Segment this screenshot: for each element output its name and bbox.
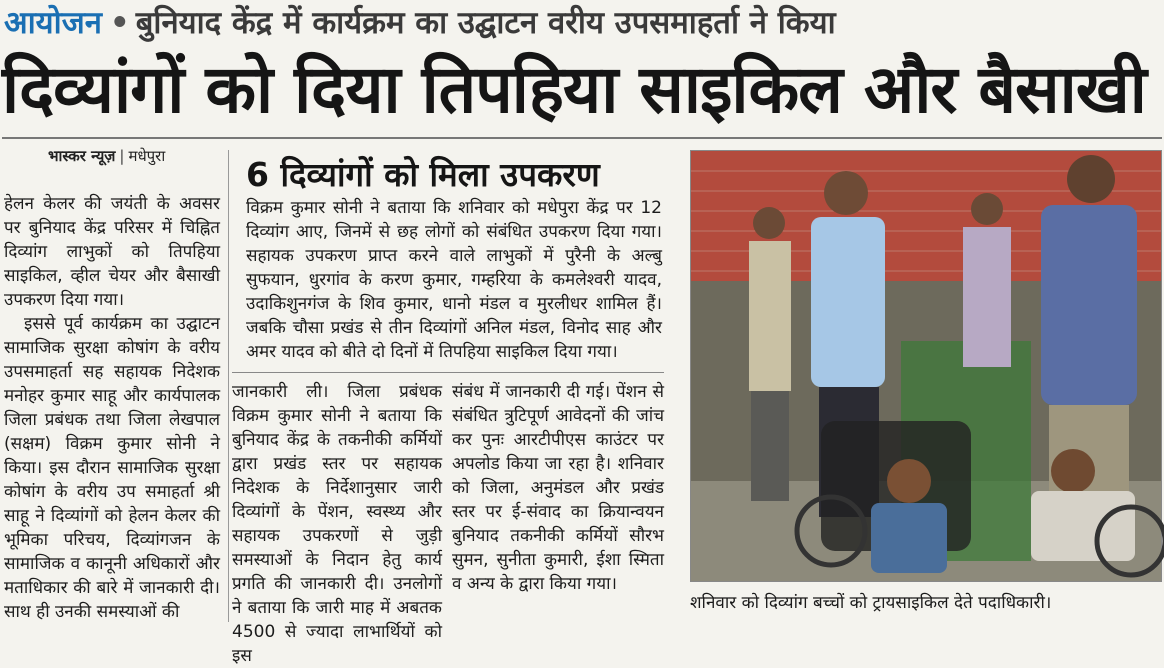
article-column-3: संबंध में जानकारी दी गई। पेंशन से संबंधित त्रुटिपूर्ण आवेदनों की जांच कर पुनः आरटीपीएस काउंटर पर अपलोड किया जा रहा है। शनिवार को जिला, अनुमंडल और प्रखंड स्तर पर ई-संवाद का क्रियान्वयन बुनियाद तकनीकी कर्मियों सौरभ सुमन, सुनीता कुमारी, ईशा स्मिता व अन्य के द्वारा किया गया। [452, 382, 664, 594]
photo-illustration [691, 151, 1161, 581]
kicker-bullet: • [109, 5, 130, 41]
byline-brand: भास्कर न्यूज़ [48, 147, 116, 165]
column-divider [228, 150, 229, 622]
info-box-text: विक्रम कुमार सोनी ने बताया कि शनिवार को मधेपुरा केंद्र पर 12 दिव्यांग आए, जिनमें से छह लोगों को संबंधित उपकरण दिया गया। सहायक उपकरण प्राप्त करने वाले लाभुकों में पुरैनी के अल्बु सुफयान, धुरगांव के करण कुमार, गम्हरिया के कमलेश्वरी यादव, उदाकिशुनगंज के शिव कुमार, धानो मंडल व मुरलीधर शामिल हैं। जबकि चौसा प्रखंड से तीन दिव्यांगों अनिल मंडल, विनोद साह और अमर यादव को बीते दो दिनों में तिपहिया साइकिल दिया गया। [246, 198, 662, 362]
headline-divider [2, 137, 1162, 139]
column-1-paragraph-2: इससे पूर्व कार्यक्रम का उद्घाटन सामाजिक सुरक्षा कोषांग के वरीय उपसमाहर्ता सह सहायक निदेशक मनोहर कुमार साहू और कार्यपालक जिला प्रबंधक तथा जिला लेखपाल (सक्षम) विक्रम कुमार सोनी ने किया। इस दौरान सामाजिक सुरक्षा कोषांग के वरीय उप समाहर्ता श्री साहू ने दिव्यांगों को हेलन केलर की भूमिका परिचय, दिव्यांगजन के सामाजिक व कानूनी अधिकारों और मताधिकार की बारे में जानकारी दी। साथ ही उनकी समस्याओं की [4, 314, 220, 622]
box-divider [232, 372, 664, 373]
column-1-paragraph-1: हेलन केलर की जयंती के अवसर पर बुनियाद केंद्र परिसर में चिह्नित दिव्यांग लाभुकों को तिपहिया साइकिल, व्हील चेयर और बैसाखी उपकरण दिया गया। [4, 194, 220, 310]
photo-caption: शनिवार को दिव्यांग बच्चों को ट्रायसाइकिल देते पदाधिकारी। [690, 593, 1052, 613]
kicker-line [4, 2, 1160, 44]
article-column-1 [4, 192, 220, 624]
byline-separator: | [119, 147, 125, 165]
news-photo [690, 150, 1162, 582]
article-column-2: जानकारी ली। जिला प्रबंधक विक्रम कुमार सोनी ने बताया कि बुनियाद केंद्र के तकनीकी कर्मियों द्वारा प्रखंड स्तर पर सहायक निदेशक के निर्देशानुसार जारी दिव्यांगों के पेंशन, स्वस्थ्य और सहायक उपकरणों से जुड़ी समस्याओं के निदान हेतु कार्य प्रगति की जानकारी दी। उनलोगों ने बताया कि जारी माह में अबतक 4500 से ज्यादा लाभार्थियों को इस [232, 382, 442, 666]
byline [48, 146, 165, 166]
byline-place: मधेपुरा [128, 147, 166, 165]
box-headline: 6 दिव्यांगों को मिला उपकरण [246, 155, 600, 194]
main-headline: दिव्यांगों को दिया तिपहिया साइकिल और बैसाखी [2, 51, 1146, 128]
sub-headline: बुनियाद केंद्र में कार्यक्रम का उद्घाटन वरीय उपसमाहर्ता ने किया [135, 5, 836, 41]
section-kicker: आयोजन [4, 5, 102, 41]
